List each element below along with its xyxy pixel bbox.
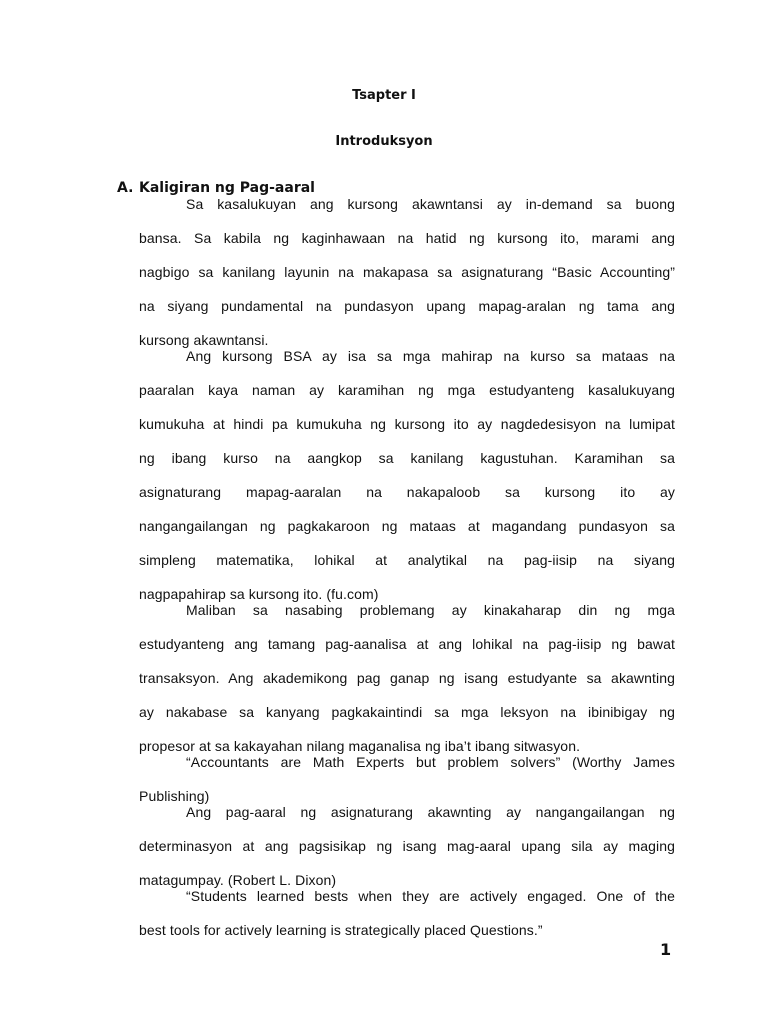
text-line: simpleng matematika, lohikal at analytikal na pag-iisip na siyang xyxy=(139,552,675,568)
text-line: kursong akawntansi. xyxy=(139,332,269,348)
text-line: matagumpay. (Robert L. Dixon) xyxy=(139,872,337,888)
text-line: propesor at sa kakayahan nilang maganalisa ng iba’t ibang sitwasyon. xyxy=(139,738,581,754)
subsection-letter: A. xyxy=(117,180,134,196)
paragraph xyxy=(139,754,675,804)
paragraph xyxy=(139,804,675,888)
text-line: kumukuha at hindi pa kumukuha ng kursong ito ay nagdedesisyon na lumipat xyxy=(139,416,675,432)
section-title: Introduksyon xyxy=(335,134,433,149)
paragraph xyxy=(139,888,675,938)
text-line: bansa. Sa kabila ng kaginhawaan na hatid ng kursong ito, marami ang xyxy=(139,230,675,246)
subsection-heading xyxy=(117,180,315,196)
text-line: asignaturang mapag-aaralan na nakapaloob sa kursong ito ay xyxy=(139,484,675,500)
subsection-title: Kaligiran ng Pag-aaral xyxy=(139,180,315,196)
paragraph xyxy=(139,602,675,754)
text-line: nagbigo sa kanilang layunin na makapasa sa asignaturang “Basic Accounting” xyxy=(139,264,675,280)
text-line: estudyanteng ang tamang pag-aanalisa at ang lohikal na pag-iisip ng bawat xyxy=(139,636,675,652)
text-line: Ang pag-aaral ng asignaturang akawnting ay nangangailangan ng xyxy=(186,804,675,820)
text-line: “Accountants are Math Experts but problem solvers” (Worthy James xyxy=(186,754,675,770)
text-line: nangangailangan ng pagkakaroon ng mataas at magandang pundasyon sa xyxy=(139,518,675,534)
text-line: “Students learned bests when they are actively engaged. One of the xyxy=(186,888,675,904)
text-line: transaksyon. Ang akademikong pag ganap ng isang estudyante sa akawnting xyxy=(139,670,675,686)
text-line: Sa kasalukuyan ang kursong akawntansi ay in-demand sa buong xyxy=(186,196,675,212)
text-line: ng ibang kurso na aangkop sa kanilang kagustuhan. Karamihan sa xyxy=(139,450,675,466)
text-line: ay nakabase sa kanyang pagkakaintindi sa mga leksyon na ibinibigay ng xyxy=(139,704,675,720)
text-line: na siyang pundamental na pundasyon upang mapag-aralan ng tama ang xyxy=(139,298,675,314)
text-line: Maliban sa nasabing problemang ay kinakaharap din ng mga xyxy=(186,602,675,618)
chapter-title: Tsapter I xyxy=(352,88,416,103)
text-line: paaralan kaya naman ay karamihan ng mga estudyanteng kasalukuyang xyxy=(139,382,675,398)
page-number: 1 xyxy=(660,940,672,959)
body-text xyxy=(139,196,675,938)
text-line: determinasyon at ang pagsisikap ng isang mag-aaral upang sila ay maging xyxy=(139,838,675,854)
paragraph xyxy=(139,348,675,602)
paragraph xyxy=(139,196,675,348)
text-line: nagpapahirap sa kursong ito. (fu.com) xyxy=(139,586,379,602)
text-line: Publishing) xyxy=(139,788,210,804)
text-line: Ang kursong BSA ay isa sa mga mahirap na kurso sa mataas na xyxy=(186,348,675,364)
text-line: best tools for actively learning is strategically placed Questions.” xyxy=(139,922,543,938)
